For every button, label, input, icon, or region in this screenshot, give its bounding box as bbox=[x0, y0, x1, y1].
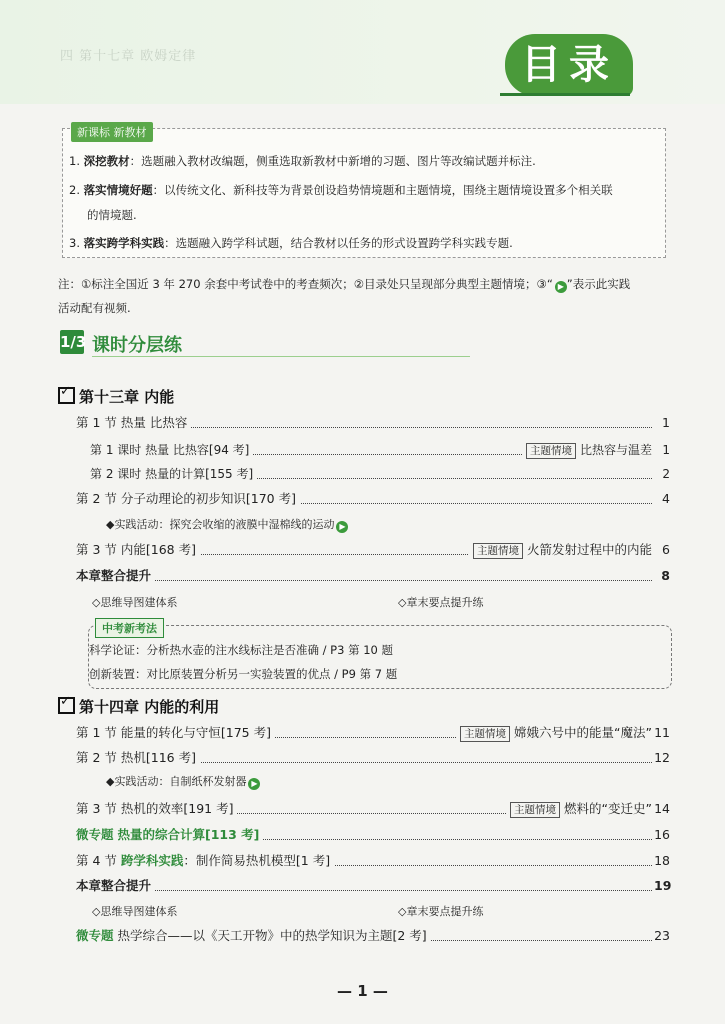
feature-item-3: 3. 落实跨学科实践：选题融入跨学科试题，结合教材以任务的形式设置跨学科实践专题. bbox=[69, 236, 513, 250]
toc-row[interactable]: 第 2 节 分子动理论的初步知识[170 考] 4 bbox=[76, 491, 670, 506]
practice-activity[interactable]: ◆实践活动：探究会收缩的液膜中湿棉线的运动 ▶ bbox=[106, 516, 348, 533]
new-exam-line-2: 创新装置：对比原装置分析另一实验装置的优点 / P9 第 7 题 bbox=[89, 667, 398, 681]
new-exam-line-1: 科学论证：分析热水壶的注水线标注是否准确 / P3 第 10 题 bbox=[89, 643, 394, 657]
toc-row[interactable]: 微专题 热量的综合计算[113 考] 16 bbox=[76, 827, 670, 842]
feature-item-2-cont: 的情境题. bbox=[87, 208, 137, 222]
feature-item-2: 2. 落实情境好题：以传统文化、新科技等为背景创设趋势情境题和主题情境，围绕主题情境设置多个相关联 bbox=[69, 183, 613, 197]
section-underline bbox=[92, 356, 470, 357]
toc-row[interactable]: 第 1 节 热量 比热容 1 bbox=[76, 415, 670, 430]
toc-row[interactable]: 第 4 节 跨学科实践：制作简易热机模型[1 考] 18 bbox=[76, 853, 670, 868]
toc-row[interactable]: 第 3 节 内能[168 考] 主题情境 火箭发射过程中的内能 6 bbox=[76, 542, 670, 557]
mindmap-item[interactable]: ◇思维导图建体系 bbox=[92, 596, 178, 609]
new-exam-tag: 中考新考法 bbox=[95, 618, 164, 638]
note-line-1: 注：①标注全国近 3 年 270 余套中考试卷中的考查频次；②目录处只呈现部分典型主题情境；③“ ▶ ”表示此实践 bbox=[58, 277, 631, 291]
theme-tag: 主题情境 bbox=[460, 726, 510, 742]
theme-tag: 主题情境 bbox=[510, 802, 560, 818]
chapter-14-title[interactable]: ✓第十四章 内能的利用 bbox=[58, 696, 219, 717]
note-line-2: 活动配有视频. bbox=[58, 301, 131, 315]
toc-row[interactable]: 第 3 节 热机的效率[191 考] 主题情境 燃料的“变迁史” 14 bbox=[76, 801, 670, 816]
mindmap-item[interactable]: ◇思维导图建体系 bbox=[92, 905, 178, 918]
header-ghost-text: 四 第十七章 欧姆定律 bbox=[60, 49, 197, 64]
chapter-13-title[interactable]: ✓第十三章 内能 bbox=[58, 386, 174, 407]
toc-row[interactable]: 第 2 节 热机[116 考] 12 bbox=[76, 750, 670, 765]
video-play-icon: ▶ bbox=[555, 281, 567, 293]
video-play-icon[interactable]: ▶ bbox=[336, 521, 348, 533]
title-underline bbox=[500, 93, 630, 96]
checkbox-icon bbox=[58, 387, 75, 404]
checkbox-icon bbox=[58, 697, 75, 714]
new-exam-box bbox=[88, 622, 672, 689]
toc-row[interactable]: 本章整合提升 19 bbox=[76, 878, 672, 893]
practice-activity[interactable]: ◆实践活动：自制纸杯发射器 ▶ bbox=[106, 773, 260, 790]
section-number-icon: 1/3 bbox=[60, 330, 84, 354]
features-tag: 新课标 新教材 bbox=[71, 122, 153, 142]
summary-item[interactable]: ◇章末要点提升练 bbox=[398, 596, 484, 609]
section-header bbox=[60, 330, 470, 356]
toc-row[interactable]: 第 1 节 能量的转化与守恒[175 考] 主题情境 嫦娥六号中的能量“魔法” 11 bbox=[76, 725, 670, 740]
section-title: 课时分层练 bbox=[92, 335, 182, 356]
toc-row[interactable]: 第 2 课时 热量的计算[155 考] 2 bbox=[90, 467, 670, 481]
toc-row[interactable]: 第 1 课时 热量 比热容[94 考] 主题情境 比热容与温差 1 bbox=[90, 443, 670, 457]
features-box bbox=[62, 128, 666, 258]
video-play-icon[interactable]: ▶ bbox=[248, 778, 260, 790]
theme-tag: 主题情境 bbox=[473, 543, 523, 559]
feature-item-1: 1. 深挖教材：选题融入教材改编题，侧重选取新教材中新增的习题、图片等改编试题并标注. bbox=[69, 154, 536, 168]
toc-row[interactable]: 本章整合提升 8 bbox=[76, 568, 670, 583]
page-number: — 1 — bbox=[337, 982, 388, 1000]
summary-item[interactable]: ◇章末要点提升练 bbox=[398, 905, 484, 918]
theme-tag: 主题情境 bbox=[526, 443, 576, 459]
page-title: 目录 bbox=[505, 34, 633, 96]
toc-row[interactable]: 微专题 热学综合——以《天工开物》中的热学知识为主题[2 考] 23 bbox=[76, 928, 670, 943]
